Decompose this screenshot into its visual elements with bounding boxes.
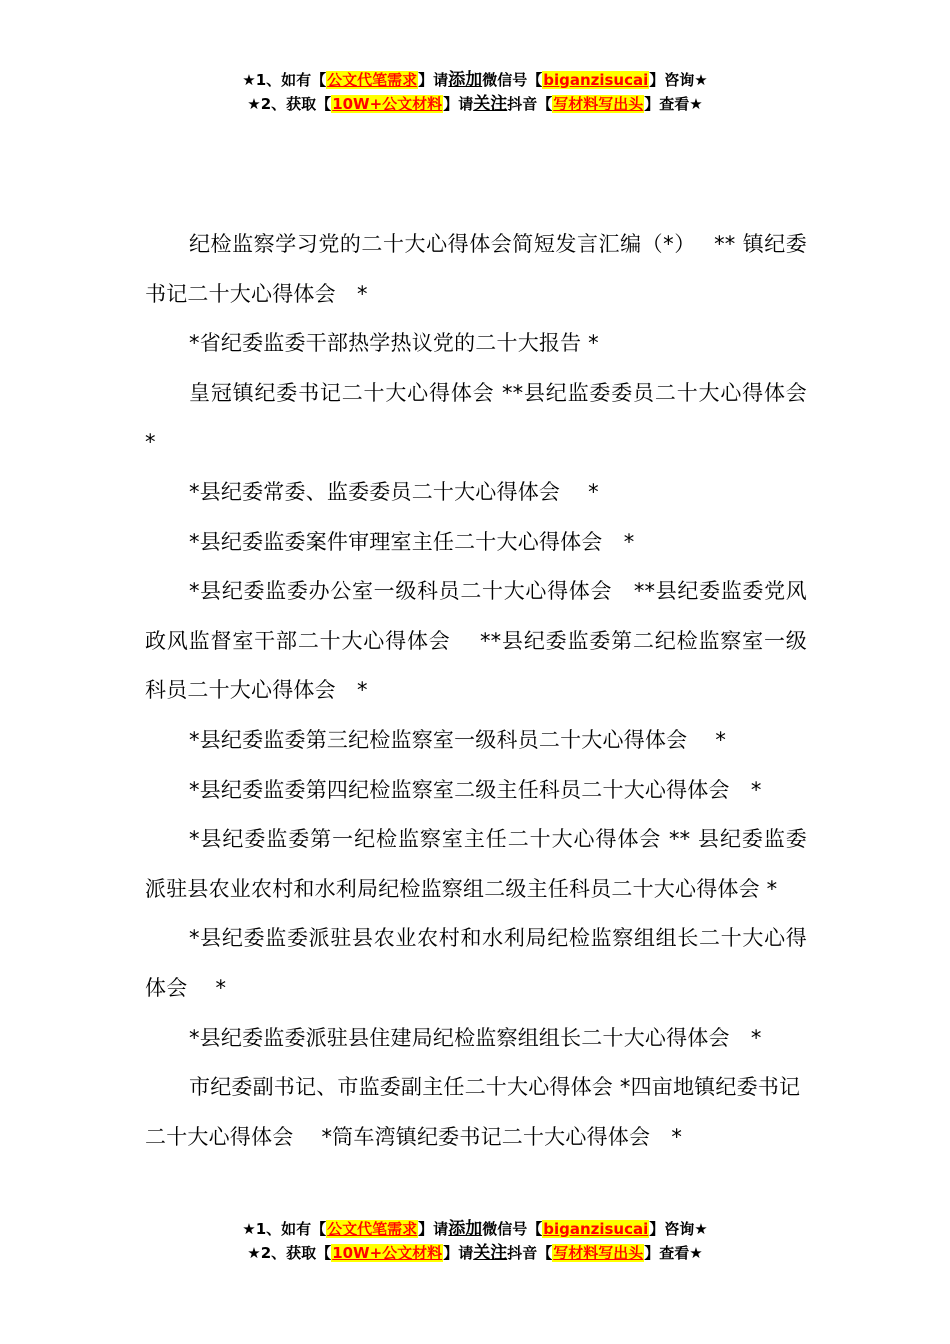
paragraph: *县纪委监委第三纪检监察室一级科员二十大心得体会 * bbox=[189, 727, 727, 752]
banner-text: 抖音【 bbox=[507, 1244, 553, 1262]
banner-text: 】请 bbox=[418, 1220, 449, 1238]
banner-text: 抖音【 bbox=[507, 95, 553, 113]
paragraph: *县纪委监委案件审理室主任二十大心得体会 * bbox=[189, 529, 635, 554]
banner-highlight: 公文代笔需求 bbox=[327, 1220, 418, 1238]
paragraph: *县纪委常委、监委委员二十大心得体会 * bbox=[189, 479, 599, 504]
banner-text: 】咨询★ bbox=[649, 1220, 708, 1238]
banner-text: 】查看★ bbox=[644, 95, 703, 113]
banner-line-2 bbox=[0, 92, 950, 116]
banner-text: 微信号【 bbox=[482, 71, 543, 89]
banner-highlight: 写材料写出头 bbox=[553, 95, 644, 113]
banner-highlight: biganzisucai bbox=[543, 71, 649, 89]
paragraph: 市纪委副书记、市监委副主任二十大心得体会 *四亩地镇纪委书记二十大心得体会 *筒车湾镇纪委书记二十大心得体会 * bbox=[145, 1075, 801, 1149]
banner-highlight: 公文代笔需求 bbox=[327, 71, 418, 89]
banner-emphasis: 关注 bbox=[473, 94, 508, 114]
banner-footer bbox=[0, 1217, 950, 1265]
banner-text: ★2、获取【 bbox=[247, 95, 332, 113]
banner-text: ★2、获取【 bbox=[247, 1244, 332, 1262]
banner-text: ★1、如有【 bbox=[242, 1220, 327, 1238]
banner-highlight: 写材料写出头 bbox=[553, 1244, 644, 1262]
banner-highlight: 10W+公文材料 bbox=[332, 95, 443, 113]
banner-text: ★1、如有【 bbox=[242, 71, 327, 89]
banner-line-1 bbox=[0, 68, 950, 92]
banner-highlight: 10W+公文材料 bbox=[332, 1244, 443, 1262]
paragraph: 纪检监察学习党的二十大心得体会简短发言汇编（*） ** 镇纪委书记二十大心得体会 * bbox=[145, 232, 807, 306]
banner-header bbox=[0, 68, 950, 116]
banner-highlight: biganzisucai bbox=[543, 1220, 649, 1238]
banner-line-2 bbox=[0, 1241, 950, 1265]
paragraph: *县纪委监委第一纪检监察室主任二十大心得体会 ** 县纪委监委派驻县农业农村和水利局纪检监察组二级主任科员二十大心得体会 * bbox=[145, 827, 807, 901]
paragraph: *县纪委监委派驻县农业农村和水利局纪检监察组组长二十大心得体会 * bbox=[145, 926, 807, 1000]
banner-emphasis: 添加 bbox=[448, 1219, 483, 1239]
paragraph: *省纪委监委干部热学热议党的二十大报告 * bbox=[189, 331, 599, 356]
banner-line-1 bbox=[0, 1217, 950, 1241]
banner-text: 微信号【 bbox=[482, 1220, 543, 1238]
banner-text: 】请 bbox=[418, 71, 449, 89]
banner-text: 】请 bbox=[443, 95, 474, 113]
paragraph: *县纪委监委第四纪检监察室二级主任科员二十大心得体会 * bbox=[189, 777, 762, 802]
banner-emphasis: 添加 bbox=[448, 70, 483, 90]
paragraph: 皇冠镇纪委书记二十大心得体会 **县纪监委委员二十大心得体会 * bbox=[145, 380, 807, 455]
paragraph: *县纪委监委办公室一级科员二十大心得体会 **县纪委监委党风政风监督室干部二十大心得体会 **县纪委监委第二纪检监察室一级科员二十大心得体会 * bbox=[145, 579, 807, 703]
banner-emphasis: 关注 bbox=[473, 1243, 508, 1263]
banner-text: 】查看★ bbox=[644, 1244, 703, 1262]
banner-text: 】请 bbox=[443, 1244, 474, 1262]
banner-text: 】咨询★ bbox=[649, 71, 708, 89]
document-body bbox=[145, 220, 807, 1162]
paragraph: *县纪委监委派驻县住建局纪检监察组组长二十大心得体会 * bbox=[189, 1025, 762, 1050]
